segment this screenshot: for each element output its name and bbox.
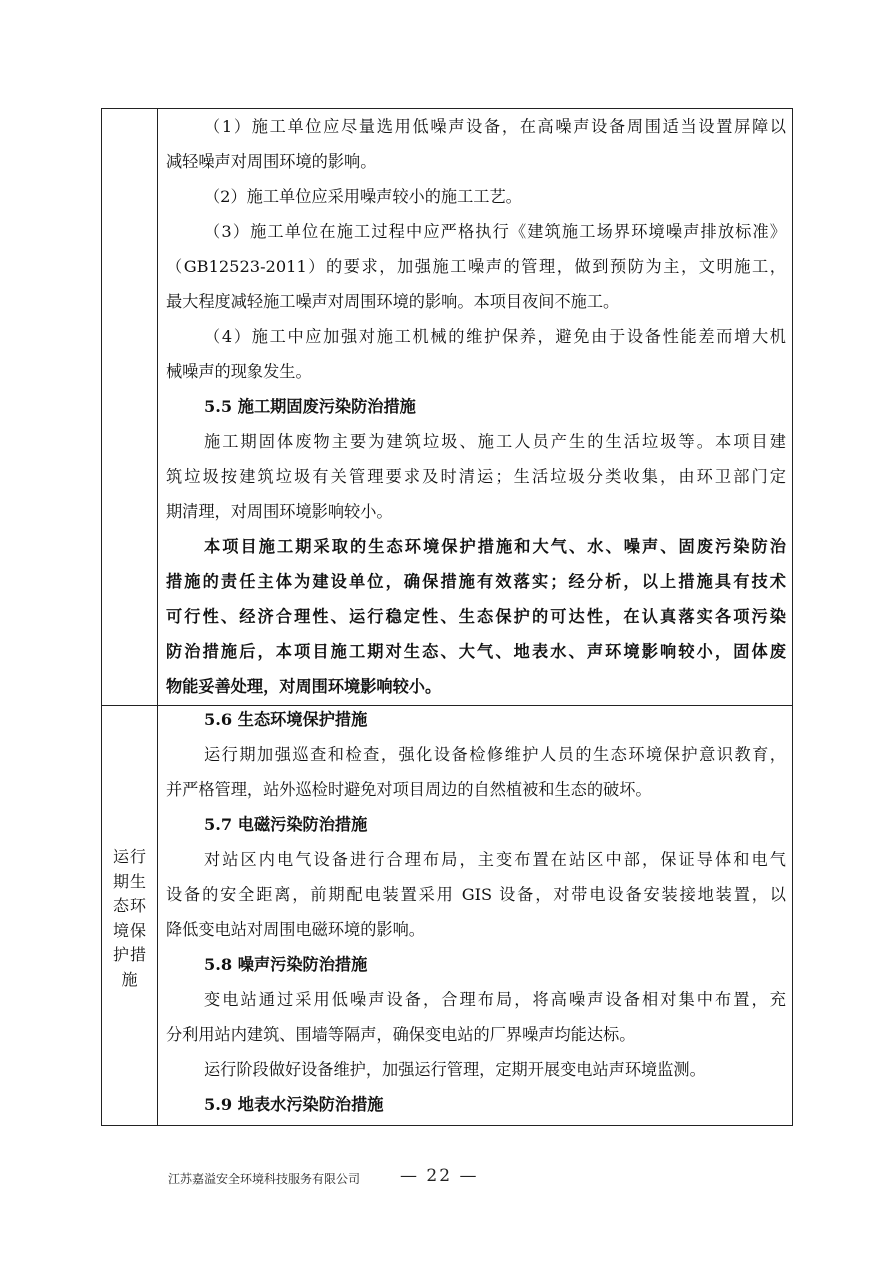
side-label-line: 护措 (112, 945, 147, 964)
construction-label-cell (102, 109, 158, 705)
page-number: — 22 — (400, 1166, 479, 1186)
construction-measures-row (102, 109, 792, 706)
heading-5-9: 5.9 地表水污染防治措施 (204, 1095, 384, 1114)
em-line-2: 设备的安全距离，前期配电装置采用 GIS 设备，对带电设备安装接地装置，以 (166, 885, 786, 904)
side-label-line: 运行 (112, 847, 147, 866)
company-name: 江苏嘉溢安全环境科技服务有限公司 (168, 1172, 361, 1186)
conclusion-line-2: 措施的责任主体为建设单位，确保措施有效落实；经分析，以上措施具有技术 (166, 572, 786, 591)
noise-measure-4-line-2: 械噪声的现象发生。 (166, 362, 312, 381)
side-label-line: 境保 (112, 920, 147, 940)
eco-line-2: 并严格管理，站外巡检时避免对项目周边的自然植被和生态的破坏。 (166, 780, 652, 799)
construction-measures-content (166, 109, 786, 704)
noise-measure-3-line-1: （3）施工单位在施工过程中应严格执行《建筑施工场界环境噪声排放标准》 (204, 222, 786, 241)
solid-waste-line-3: 期清理，对周围环境影响较小。 (166, 502, 393, 521)
heading-5-8: 5.8 噪声污染防治措施 (204, 955, 368, 974)
heading-5-5: 5.5 施工期固废污染防治措施 (204, 397, 416, 416)
solid-waste-line-2: 筑垃圾按建筑垃圾有关管理要求及时清运；生活垃圾分类收集，由环卫部门定 (166, 467, 786, 486)
noise-op-line-2: 分利用站内建筑、围墙等隔声，确保变电站的厂界噪声均能达标。 (166, 1025, 636, 1044)
em-line-1: 对站区内电气设备进行合理布局，主变布置在站区中部，保证导体和电气 (204, 850, 786, 869)
conclusion-line-5: 物能妥善处理，对周围环境影响较小。 (166, 677, 442, 696)
page-footer (0, 1166, 893, 1192)
noise-measure-3-line-3: 最大程度减轻施工噪声对周围环境的影响。本项目夜间不施工。 (166, 292, 620, 311)
operation-label-cell (102, 705, 158, 1125)
side-label-line: 态环 (112, 896, 147, 915)
noise-measure-1-line-2: 减轻噪声对周围环境的影响。 (166, 152, 377, 171)
em-line-3: 降低变电站对周围电磁环境的影响。 (166, 920, 425, 939)
solid-waste-line-1: 施工期固体废物主要为建筑垃圾、施工人员产生的生活垃圾等。本项目建 (204, 432, 786, 451)
measures-table (101, 108, 793, 1126)
noise-op-line-3: 运行阶段做好设备维护，加强运行管理，定期开展变电站声环境监测。 (204, 1060, 706, 1079)
heading-5-7: 5.7 电磁污染防治措施 (204, 815, 368, 834)
side-label-line: 期生 (112, 871, 147, 891)
heading-5-6: 5.6 生态环境保护措施 (204, 710, 368, 729)
conclusion-line-1: 本项目施工期采取的生态环境保护措施和大气、水、噪声、固废污染防治 (204, 537, 786, 556)
noise-op-line-1: 变电站通过采用低噪声设备，合理布局，将高噪声设备相对集中布置，充 (204, 990, 786, 1009)
conclusion-line-3: 可行性、经济合理性、运行稳定性、生态保护的可达性，在认真落实各项污染 (166, 607, 786, 626)
noise-measure-2: （2）施工单位应采用噪声较小的施工工艺。 (204, 187, 522, 206)
operation-measures-row (102, 705, 792, 1125)
operation-measures-content (166, 702, 786, 1122)
side-label-line: 施 (121, 969, 139, 989)
noise-measure-4-line-1: （4）施工中应加强对施工机械的维护保养，避免由于设备性能差而增大机 (204, 327, 786, 346)
operation-side-label (102, 845, 158, 992)
noise-measure-3-line-2: （GB12523-2011）的要求，加强施工噪声的管理，做到预防为主，文明施工， (166, 257, 786, 276)
eco-line-1: 运行期加强巡查和检查，强化设备检修维护人员的生态环境保护意识教育， (204, 745, 786, 764)
conclusion-line-4: 防治措施后，本项目施工期对生态、大气、地表水、声环境影响较小，固体废 (166, 642, 786, 661)
noise-measure-1-line-1: （1）施工单位应尽量选用低噪声设备，在高噪声设备周围适当设置屏障以 (204, 117, 786, 136)
